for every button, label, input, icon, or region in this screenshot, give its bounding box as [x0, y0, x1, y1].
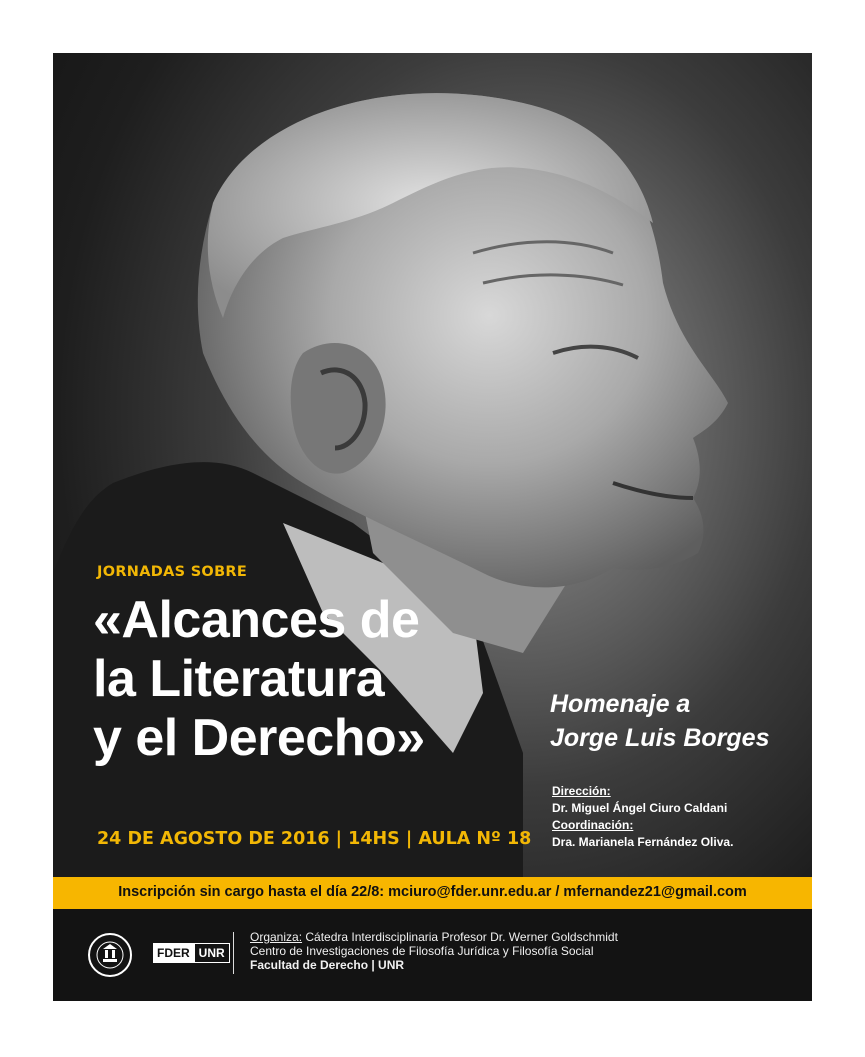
unr-logo-text: UNR: [194, 943, 230, 963]
fder-unr-logo: [153, 943, 230, 963]
title-line-2: la Literatura: [93, 650, 385, 708]
borges-portrait: [53, 53, 812, 1001]
event-kicker: JORNADAS SOBRE: [97, 564, 248, 580]
coordination-name: Dra. Marianela Fernández Oliva.: [552, 835, 734, 849]
org-line-1: Cátedra Interdisciplinaria Profesor Dr. Werner Goldschmidt: [305, 930, 618, 944]
event-title: [93, 591, 425, 768]
coordination-label: Coordinación:: [552, 818, 634, 832]
org-line-2: Centro de Investigaciones de Filosofía Jurídica y Filosofía Social: [250, 944, 594, 958]
homage-text: [550, 687, 770, 755]
unr-seal-icon: [87, 932, 133, 978]
direction-label: Dirección:: [552, 784, 611, 798]
registration-bar: [53, 877, 812, 909]
homage-line-2: Jorge Luis Borges: [550, 724, 770, 752]
homage-line-1: Homenaje a: [550, 690, 691, 718]
title-line-3: y el Derecho»: [93, 709, 425, 767]
fder-logo-text: FDER: [153, 943, 194, 963]
credits: [552, 783, 733, 851]
footer-divider: [233, 932, 234, 974]
direction-name: Dr. Miguel Ángel Ciuro Caldani: [552, 801, 728, 815]
organizers: [250, 930, 618, 972]
footer: [53, 909, 812, 1001]
event-poster: [53, 53, 812, 1001]
registration-text: Inscripción sin cargo hasta el día 22/8: mciuro@fder.unr.edu.ar / mfernandez21@gmail.com: [118, 884, 747, 900]
title-line-1: «Alcances de: [93, 591, 420, 649]
org-line-3: Facultad de Derecho | UNR: [250, 958, 405, 972]
org-label: Organiza:: [250, 930, 303, 944]
event-date-time-room: 24 DE AGOSTO DE 2016 | 14HS | AULA Nº 18: [97, 829, 532, 849]
